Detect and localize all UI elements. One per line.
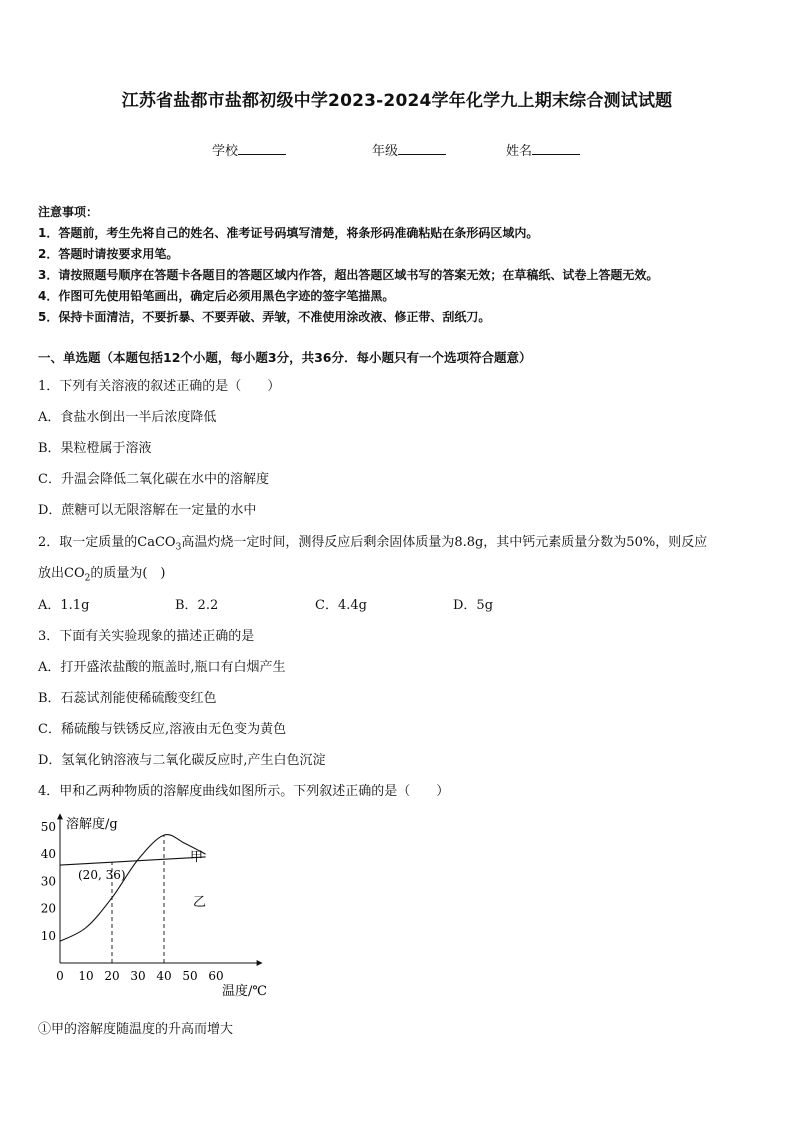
q1-option-a: A．食盐水倒出一半后浓度降低 bbox=[38, 410, 217, 425]
name-blank bbox=[532, 142, 580, 155]
q2-option-b: B．2.2 bbox=[175, 598, 219, 613]
q3-stem: 3．下面有关实验现象的描述正确的是 bbox=[38, 629, 255, 644]
x-tick-label: 20 bbox=[104, 969, 120, 983]
school-field bbox=[212, 140, 286, 159]
series-jia-curve bbox=[60, 835, 206, 942]
school-blank bbox=[238, 142, 286, 155]
series-label-jia: 甲 bbox=[190, 850, 204, 865]
notice-item: 2．答题时请按要求用笔。 bbox=[38, 247, 179, 261]
notice-item: 3．请按照题号顺序在答题卡各题目的答题区域内作答，超出答题区域书写的答案无效；在草稿纸、试卷上答题无效。 bbox=[38, 268, 659, 282]
y-tick-label: 10 bbox=[40, 928, 56, 943]
notice-item: 1．答题前，考生先将自己的姓名、准考证号码填写清楚，将条形码准确粘贴在条形码区域内。 bbox=[38, 226, 539, 240]
x-tick-label: 30 bbox=[130, 969, 146, 983]
q2-option-a: A．1.1g bbox=[38, 598, 90, 613]
page-title: 江苏省盐都市盐都初级中学2023-2024学年化学九上期末综合测试试题 bbox=[121, 91, 673, 111]
series-yi-line bbox=[60, 857, 206, 865]
q2-option-c: C．4.4g bbox=[315, 598, 367, 613]
grade-label: 年级 bbox=[372, 144, 399, 159]
q3-option-d: D．氢氧化钠溶液与二氧化碳反应时,产生白色沉淀 bbox=[38, 753, 326, 768]
school-label: 学校 bbox=[212, 144, 239, 159]
q1-option-c: C．升温会降低二氧化碳在水中的溶解度 bbox=[38, 472, 269, 487]
y-tick-label: 30 bbox=[40, 874, 56, 889]
q3-option-c: C．稀硫酸与铁锈反应,溶液由无色变为黄色 bbox=[38, 722, 287, 737]
q2-option-d: D．5g bbox=[453, 598, 494, 613]
solubility-chart bbox=[30, 810, 300, 1005]
notice-heading: 注意事项： bbox=[38, 205, 99, 219]
x-axis-label: 温度/℃ bbox=[222, 984, 267, 999]
name-label: 姓名 bbox=[506, 144, 533, 159]
y-tick-label: 20 bbox=[40, 901, 56, 916]
series-label-yi: 乙 bbox=[193, 895, 207, 910]
q1-option-b: B．果粒橙属于溶液 bbox=[38, 441, 152, 456]
q1-option-d: D．蔗糖可以无限溶解在一定量的水中 bbox=[38, 503, 257, 518]
y-tick-label: 50 bbox=[40, 820, 56, 834]
q4-stem: 4．甲和乙两种物质的溶解度曲线如图所示。下列叙述正确的是（ ） bbox=[38, 784, 450, 799]
grade-field bbox=[372, 140, 446, 159]
x-tick-label: 0 bbox=[56, 969, 64, 983]
q2-stem: 2．取一定质量的CaCO$_3$高温灼烧一定时间，测得反应后剩余固体质量为8.8g，其中钙元素质量分数为50%，则反应 bbox=[38, 535, 708, 553]
y-tick-label: 40 bbox=[40, 847, 56, 862]
q1-stem: 1．下列有关溶液的叙述正确的是（ ） bbox=[38, 379, 281, 394]
x-tick-label: 50 bbox=[182, 969, 198, 983]
q3-option-a: A．打开盛浓盐酸的瓶盖时,瓶口有白烟产生 bbox=[38, 660, 286, 675]
point-annotation: (20, 36) bbox=[78, 868, 126, 882]
grade-blank bbox=[398, 142, 446, 155]
q3-option-b: B．石蕊试剂能使稀硫酸变红色 bbox=[38, 691, 217, 706]
notice-item: 4．作图可先使用铅笔画出，确定后必须用黑色字迹的签字笔描黑。 bbox=[38, 289, 395, 303]
q2-stem-line2: 放出$CO_2$的质量为( ) bbox=[38, 566, 166, 584]
section-heading: 一、单选题（本题包括12个小题，每小题3分，共36分．每小题只有一个选项符合题意） bbox=[38, 350, 532, 365]
x-tick-label: 10 bbox=[78, 969, 94, 983]
notice-item: 5．保持卡面清洁，不要折暴、不要弄破、弄皱，不准使用涂改液、修正带、刮纸刀。 bbox=[38, 310, 491, 324]
y-axis-label: 溶解度/g bbox=[66, 817, 118, 832]
x-tick-label: 60 bbox=[208, 969, 224, 983]
q4-statement-1: ①甲的溶解度随温度的升高而增大 bbox=[38, 1022, 234, 1037]
name-field bbox=[506, 140, 580, 159]
x-tick-label: 40 bbox=[156, 969, 172, 983]
